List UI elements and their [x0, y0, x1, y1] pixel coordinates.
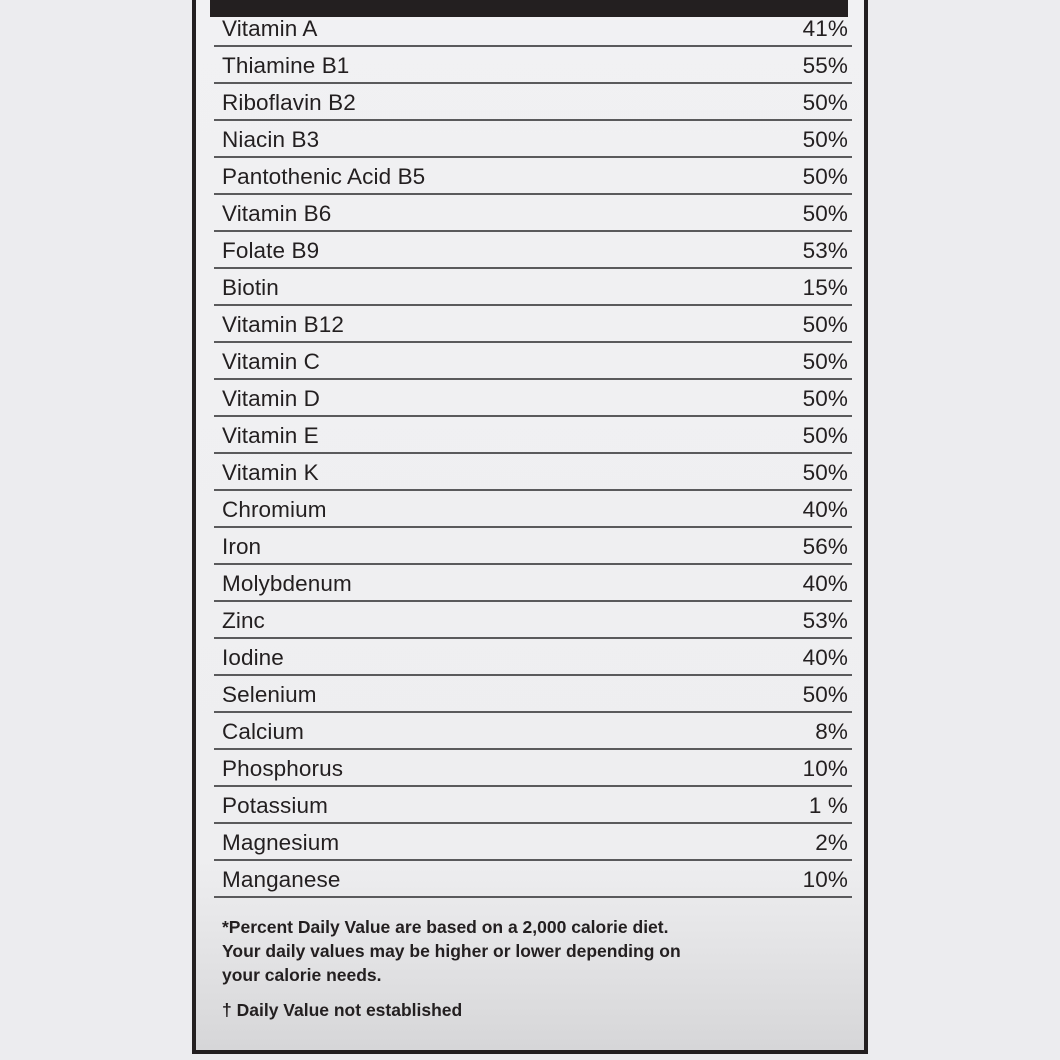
- footnote-line: *Percent Daily Value are based on a 2,000 calorie diet.: [222, 917, 669, 937]
- nutrient-row: [214, 380, 852, 417]
- nutrient-value: 50%: [802, 349, 848, 374]
- nutrient-value: 41%: [802, 16, 848, 41]
- nutrient-name: Vitamin A: [222, 16, 318, 41]
- nutrient-row: [214, 306, 852, 343]
- footnote-line: Your daily values may be higher or lower depending on: [222, 941, 681, 961]
- nutrient-name: Pantothenic Acid B5: [222, 164, 426, 189]
- nutrient-row: [214, 47, 852, 84]
- nutrient-name: Magnesium: [222, 830, 340, 855]
- nutrient-name: Calcium: [222, 719, 304, 744]
- nutrient-name: Vitamin E: [222, 423, 319, 448]
- nutrition-label-panel: [192, 0, 868, 1054]
- nutrient-row: [214, 343, 852, 380]
- nutrient-value: 40%: [802, 645, 848, 670]
- dagger-footnote: † Daily Value not established: [222, 1000, 463, 1020]
- nutrient-row: [214, 639, 852, 676]
- nutrient-row: [214, 713, 852, 750]
- nutrient-row: [214, 121, 852, 158]
- nutrient-row: [214, 491, 852, 528]
- nutrient-value: 50%: [802, 423, 848, 448]
- nutrient-name: Niacin B3: [222, 127, 320, 152]
- nutrient-name: Potassium: [222, 793, 328, 818]
- nutrient-value: 53%: [802, 238, 848, 263]
- nutrient-value: 10%: [802, 867, 848, 892]
- nutrient-value: 50%: [802, 164, 848, 189]
- nutrient-row: [214, 861, 852, 898]
- nutrient-row: [214, 417, 852, 454]
- nutrient-row: [214, 158, 852, 195]
- nutrient-name: Vitamin K: [222, 460, 319, 485]
- nutrient-value: 56%: [802, 534, 848, 559]
- nutrient-value: 15%: [802, 275, 848, 300]
- nutrient-name: Iodine: [222, 645, 284, 670]
- nutrient-value: 55%: [802, 53, 848, 78]
- nutrient-row: [214, 528, 852, 565]
- nutrient-list: [214, 10, 852, 898]
- nutrient-value: 1 %: [808, 793, 848, 818]
- nutrient-name: Molybdenum: [222, 571, 352, 596]
- nutrient-name: Zinc: [222, 608, 265, 633]
- nutrient-name: Riboflavin B2: [222, 90, 356, 115]
- nutrient-row: [214, 750, 852, 787]
- nutrient-row: [214, 195, 852, 232]
- nutrient-row: [214, 232, 852, 269]
- nutrient-value: 50%: [802, 127, 848, 152]
- nutrient-value: 8%: [815, 719, 848, 744]
- nutrient-row: [214, 602, 852, 639]
- nutrient-name: Biotin: [222, 275, 279, 300]
- nutrient-value: 10%: [802, 756, 848, 781]
- daily-value-footnote: [222, 915, 822, 987]
- nutrient-name: Selenium: [222, 682, 317, 707]
- nutrient-value: 50%: [802, 386, 848, 411]
- nutrient-name: Manganese: [222, 867, 341, 892]
- nutrient-row: [214, 10, 852, 47]
- nutrient-name: Vitamin B6: [222, 201, 332, 226]
- nutrient-row: [214, 787, 852, 824]
- nutrient-value: 40%: [802, 571, 848, 596]
- nutrient-name: Vitamin D: [222, 386, 321, 411]
- nutrient-row: [214, 84, 852, 121]
- nutrient-value: 40%: [802, 497, 848, 522]
- nutrient-name: Iron: [222, 534, 262, 559]
- nutrient-value: 50%: [802, 682, 848, 707]
- nutrient-name: Folate B9: [222, 238, 320, 263]
- nutrient-value: 53%: [802, 608, 848, 633]
- nutrient-value: 50%: [802, 201, 848, 226]
- nutrient-name: Phosphorus: [222, 756, 344, 781]
- nutrient-name: Vitamin C: [222, 349, 321, 374]
- nutrient-value: 50%: [802, 460, 848, 485]
- nutrient-value: 50%: [802, 90, 848, 115]
- nutrient-name: Thiamine B1: [222, 53, 350, 78]
- nutrient-value: 2%: [815, 830, 848, 855]
- nutrient-row: [214, 676, 852, 713]
- nutrient-name: Chromium: [222, 497, 327, 522]
- nutrient-value: 50%: [802, 312, 848, 337]
- nutrient-row: [214, 269, 852, 306]
- nutrient-row: [214, 454, 852, 491]
- nutrient-name: Vitamin B12: [222, 312, 345, 337]
- nutrient-row: [214, 565, 852, 602]
- footnote-line: your calorie needs.: [222, 965, 382, 985]
- nutrient-row: [214, 824, 852, 861]
